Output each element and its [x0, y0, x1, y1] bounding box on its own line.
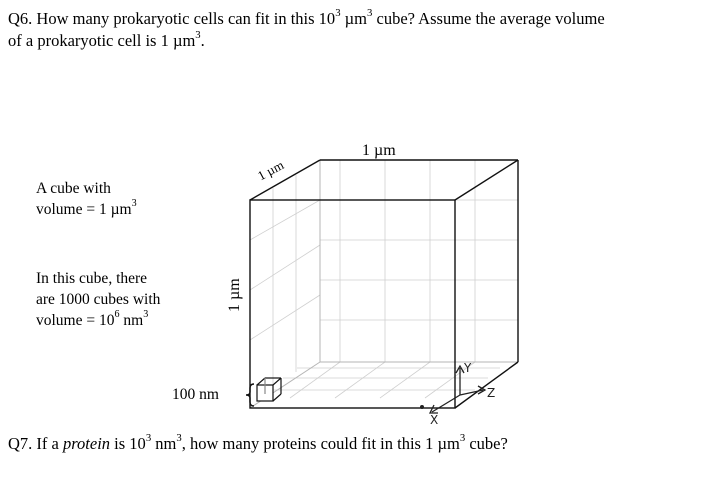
diagonal-dimension-label: 1 µm: [255, 157, 287, 184]
inner-cubes-note: In this cube, there are 1000 cubes with volume = $10^6$ $nm^3$: [36, 270, 161, 329]
top-dimension-label: 1 µm: [362, 142, 396, 159]
hidden-edges: [250, 160, 518, 408]
small-cube-label: 100 nm: [172, 386, 219, 403]
question-7: Q7. If a protein is $10^3$ $nm^3$, how many proteins could fit in this 1 µm$^3$ cube?: [8, 431, 508, 453]
cube-volume-note: A cube with volume = 1 µm$^3$: [36, 180, 137, 218]
side-dimension-label: 1 µm: [226, 278, 243, 312]
axis-x-label: X: [430, 413, 439, 427]
axis-z-label: Z: [487, 386, 496, 400]
axis-y-label: Y: [464, 361, 472, 375]
cube-edges: [250, 160, 518, 408]
question-6-line-1: Q6. How many prokaryotic cells can fit in this $10^3$ µm$^3$ cube? Assume the average volume: [8, 6, 605, 28]
question-6-line-2: of a prokaryotic cell is 1 µm$^3$.: [8, 28, 205, 50]
axis-dot: [420, 405, 424, 409]
